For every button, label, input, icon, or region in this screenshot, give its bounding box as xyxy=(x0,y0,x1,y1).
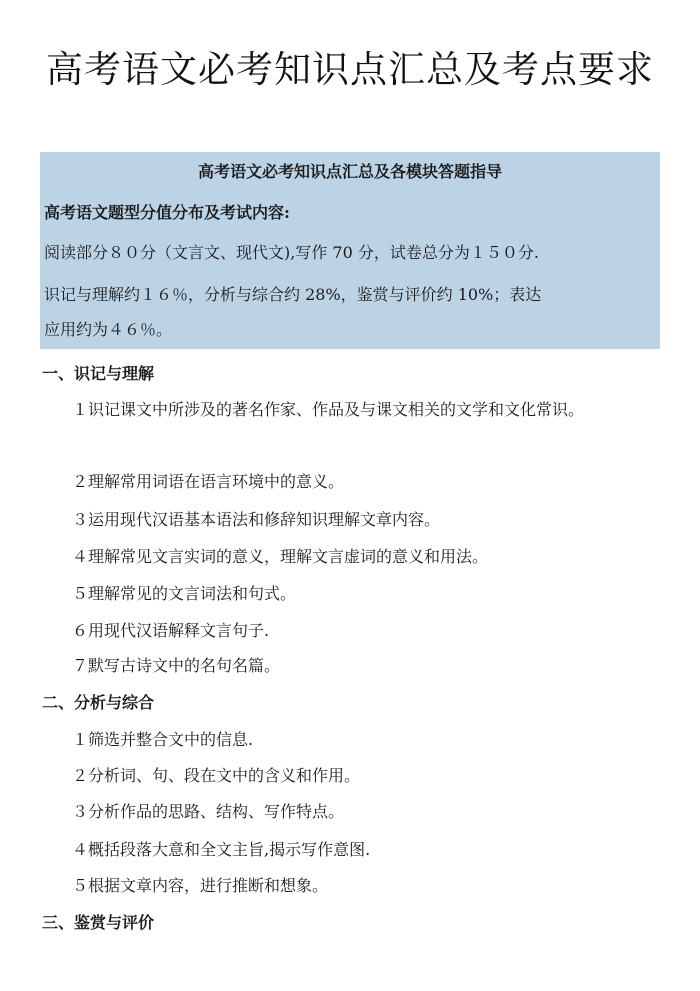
summary-line-ratio-cont: 应用约为４６％。 xyxy=(44,320,173,339)
list-item: ６用现代汉语解释文言句子. xyxy=(72,621,270,640)
section-heading: 三、鉴赏与评价 xyxy=(42,913,155,932)
list-item: ５理解常见的文言词法和句式。 xyxy=(72,584,297,603)
list-item: ２理解常用词语在语言环境中的意义。 xyxy=(72,472,345,491)
list-item: ７默写古诗文中的名句名篇。 xyxy=(72,656,281,675)
list-item: ３运用现代汉语基本语法和修辞知识理解文章内容。 xyxy=(72,510,441,529)
summary-box xyxy=(40,152,660,349)
summary-line-ratio: 识记与理解约１６％，分析与综合约 28%，鉴赏与评价约 10%；表达 xyxy=(44,285,542,304)
page-title: 高考语文必考知识点汇总及考点要求 xyxy=(46,48,654,91)
list-item: １筛选并整合文中的信息. xyxy=(72,730,254,749)
summary-line-score: 阅读部分８０分（文言文、现代文),写作 70 分，试卷总分为１５０分. xyxy=(44,243,539,262)
list-item: ３分析作品的思路、结构、写作特点。 xyxy=(72,802,345,821)
summary-heading: 高考语文必考知识点汇总及各模块答题指导 xyxy=(197,162,502,181)
list-item: ４概括段落大意和全文主旨,揭示写作意图. xyxy=(72,840,371,859)
list-item: ４理解常见文言实词的意义，理解文言虚词的意义和用法。 xyxy=(72,547,489,566)
list-item: １识记课文中所涉及的著名作家、作品及与课文相关的文学和文化常识。 xyxy=(72,400,585,419)
list-item: ５根据文章内容，进行推断和想象。 xyxy=(72,876,329,895)
section-heading: 一、识记与理解 xyxy=(42,364,155,383)
summary-subheading: 高考语文题型分值分布及考试内容: xyxy=(44,203,290,222)
section-heading: 二、分析与综合 xyxy=(42,693,155,712)
list-item: ２分析词、句、段在文中的含义和作用。 xyxy=(72,766,361,785)
